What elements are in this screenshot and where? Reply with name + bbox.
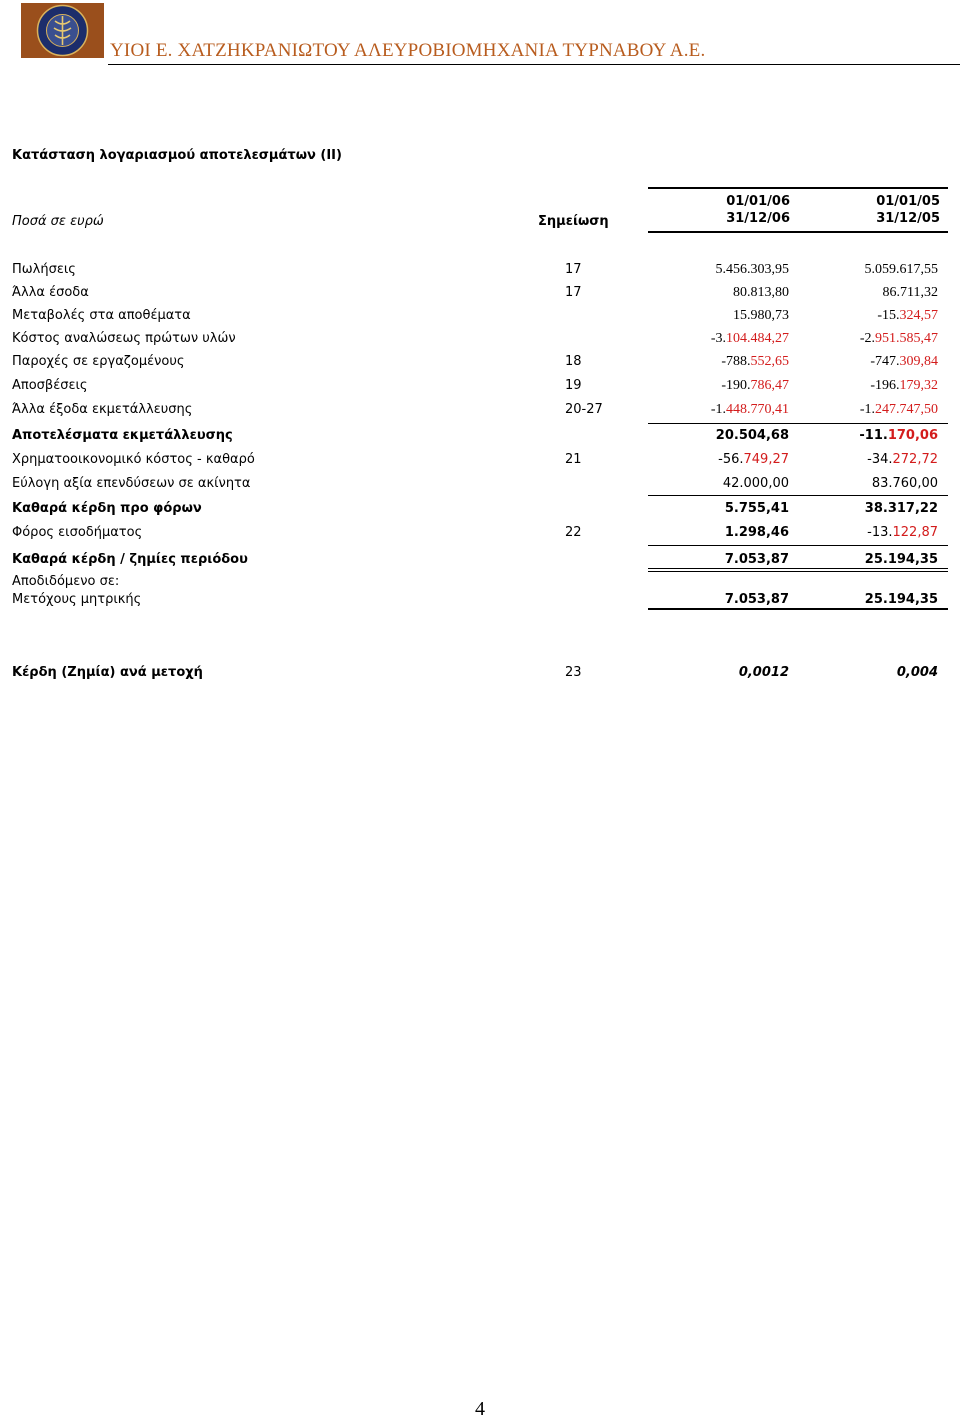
row-label: Φόρος εισοδήματος	[12, 525, 143, 540]
value-prefix: -190.	[721, 378, 751, 393]
row-value-2006	[639, 402, 789, 418]
value-prefix: -1.	[710, 402, 726, 417]
page-number: 4	[475, 1398, 485, 1420]
value-prefix: -747.	[870, 354, 900, 369]
table-row	[12, 402, 948, 422]
row-value-2005	[788, 378, 938, 394]
row-label: Αποσβέσεις	[12, 378, 88, 393]
row-label: Μετόχους μητρικής	[12, 592, 142, 607]
row-value-2005: 83.760,00	[871, 476, 938, 491]
table-row-eps	[12, 665, 948, 685]
double-rule-bottom	[648, 571, 948, 572]
subtotal-rule	[648, 545, 948, 546]
value-prefix: -196.	[870, 378, 900, 393]
row-value-2006: 42.000,00	[722, 476, 789, 491]
header-divider	[108, 64, 960, 65]
period-2005-start: 01/01/05	[876, 194, 940, 209]
table-row	[12, 354, 948, 374]
value-suffix-highlight: 951.585,47	[875, 331, 938, 346]
table-row	[12, 285, 948, 305]
value-prefix: -34.	[867, 452, 893, 467]
value-suffix-highlight: 272,72	[892, 452, 938, 467]
row-label: Άλλα έξοδα εκμετάλλευσης	[12, 402, 193, 417]
row-value-2006: 5.456.303,95	[715, 262, 789, 277]
row-value-2005	[788, 452, 938, 467]
row-value-2006	[639, 354, 789, 370]
row-note: 17	[565, 262, 582, 277]
value-suffix-highlight: 179,32	[899, 378, 938, 393]
period-2006-start: 01/01/06	[726, 194, 790, 209]
row-label: Χρηματοοικονομικό κόστος - καθαρό	[12, 452, 255, 467]
row-value-2006: 15.980,73	[733, 308, 789, 323]
row-label: Καθαρά κέρδη / ζημίες περιόδου	[12, 552, 248, 567]
row-value-2005: 25.194,35	[864, 552, 938, 567]
period-2006-header	[650, 193, 790, 227]
attributable-heading	[12, 574, 948, 594]
table-row	[12, 476, 948, 496]
value-suffix-highlight: 749,27	[743, 452, 789, 467]
eps-value-2005: 0,004	[896, 665, 938, 680]
table-row	[12, 378, 948, 398]
row-value-2005	[788, 428, 938, 443]
table-row	[12, 308, 948, 328]
row-value-2005	[788, 308, 938, 324]
row-label: Αποτελέσματα εκμετάλλευσης	[12, 428, 233, 443]
company-logo-emblem	[21, 3, 104, 58]
table-row	[12, 262, 948, 282]
row-value-2005: 38.317,22	[864, 501, 938, 516]
row-value-2005	[788, 402, 938, 418]
period-2005-end: 31/12/05	[876, 211, 940, 226]
value-suffix-highlight: 448.770,41	[726, 402, 789, 417]
company-name: ΥΙΟΙ Ε. ΧΑΤΖΗΚΡΑΝΙΩΤΟΥ ΑΛΕΥΡΟΒΙΟΜΗΧΑΝΙΑ ΤΥΡΝΑΒΟΥ Α.Ε.	[110, 40, 706, 61]
eps-label: Κέρδη (Ζημία) ανά μετοχή	[12, 665, 203, 680]
statement-title: Κατάσταση λογαριασμού αποτελεσμάτων (ΙΙ)	[12, 148, 342, 163]
row-label: Παροχές σε εργαζομένους	[12, 354, 185, 369]
value-prefix: -3.	[710, 331, 726, 346]
value-prefix: -15.	[877, 308, 900, 323]
value-suffix-highlight: 309,84	[899, 354, 938, 369]
row-value-2006	[639, 331, 789, 347]
table-row	[12, 452, 948, 472]
total-rule	[648, 608, 948, 610]
row-value-2005: 86.711,32	[882, 285, 938, 300]
value-suffix-highlight: 552,65	[750, 354, 789, 369]
row-value-2005	[788, 331, 938, 347]
row-value-2006: 80.813,80	[733, 285, 789, 300]
value-suffix-highlight: 122,87	[892, 525, 938, 540]
note-column-header: Σημείωση	[538, 214, 609, 229]
row-value-2005	[788, 525, 938, 540]
value-suffix-highlight: 324,57	[899, 308, 938, 323]
value-prefix: -1.	[859, 402, 875, 417]
company-logo	[21, 3, 104, 58]
row-label: Κόστος αναλώσεως πρώτων υλών	[12, 331, 236, 346]
header-top-rule	[648, 187, 948, 189]
row-label: Άλλα έσοδα	[12, 285, 89, 300]
row-note: 19	[565, 378, 582, 393]
double-rule-top	[648, 568, 948, 569]
row-label: Εύλογη αξία επενδύσεων σε ακίνητα	[12, 476, 251, 491]
row-note: 17	[565, 285, 582, 300]
value-prefix: -13.	[867, 525, 893, 540]
eps-note: 23	[565, 665, 582, 680]
row-label: Πωλήσεις	[12, 262, 76, 277]
table-row-profit-before-tax	[12, 501, 948, 521]
row-value-2005	[788, 354, 938, 370]
table-row-operating-result	[12, 428, 948, 448]
page-header	[0, 0, 960, 66]
value-suffix-highlight: 170,06	[887, 428, 938, 443]
table-row-net-profit	[12, 552, 948, 572]
row-value-2005: 5.059.617,55	[864, 262, 938, 277]
header-bottom-rule	[648, 231, 948, 233]
row-value-2006: 7.053,87	[724, 552, 789, 567]
value-prefix: -56.	[718, 452, 744, 467]
row-value-2006: 5.755,41	[724, 501, 789, 516]
period-2006-end: 31/12/06	[726, 211, 790, 226]
currency-label: Ποσά σε ευρώ	[12, 214, 104, 229]
table-row	[12, 331, 948, 351]
value-suffix-highlight: 247.747,50	[875, 402, 938, 417]
row-label: Καθαρά κέρδη προ φόρων	[12, 501, 202, 516]
row-value-2006	[639, 452, 789, 467]
row-note: 20-27	[565, 402, 603, 417]
eps-value-2006: 0,0012	[738, 665, 789, 680]
row-value-2006: 7.053,87	[724, 592, 789, 607]
attributable-label: Αποδιδόμενο σε:	[12, 574, 120, 589]
period-2005-header	[800, 193, 940, 227]
row-note: 22	[565, 525, 582, 540]
subtotal-rule	[648, 423, 948, 424]
value-suffix-highlight: 786,47	[750, 378, 789, 393]
row-value-2005: 25.194,35	[864, 592, 938, 607]
table-row	[12, 525, 948, 545]
subtotal-rule	[648, 495, 948, 496]
row-note: 18	[565, 354, 582, 369]
row-note: 21	[565, 452, 582, 467]
value-prefix: -11.	[859, 428, 888, 443]
value-suffix-highlight: 104.484,27	[726, 331, 789, 346]
row-value-2006: 1.298,46	[724, 525, 789, 540]
row-value-2006	[639, 378, 789, 394]
row-value-2006: 20.504,68	[715, 428, 789, 443]
value-prefix: -788.	[721, 354, 751, 369]
value-prefix: -2.	[859, 331, 875, 346]
row-label: Μεταβολές στα αποθέματα	[12, 308, 191, 323]
